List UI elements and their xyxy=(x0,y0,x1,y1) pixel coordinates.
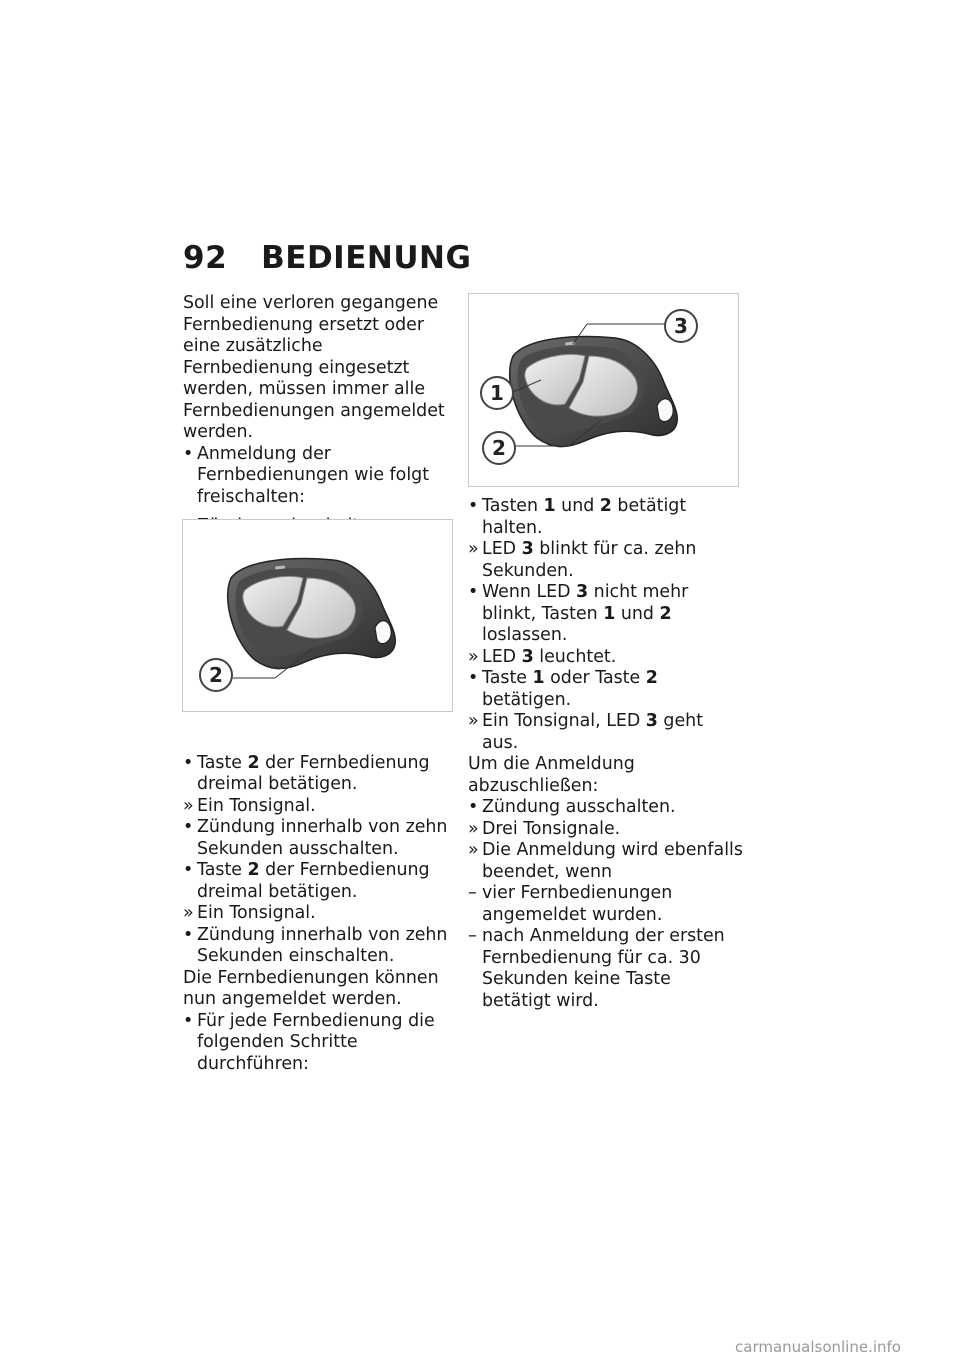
key-fob-illustration xyxy=(469,294,738,486)
page-header xyxy=(183,240,471,276)
condition-marker: – xyxy=(468,883,477,903)
bullet-marker: • xyxy=(468,668,479,688)
callout-3-label: 3 xyxy=(674,314,688,338)
fob-ring-hole xyxy=(657,399,673,422)
list-item: » LED 3 leuchtet. xyxy=(468,646,617,667)
bullet-marker: • xyxy=(183,1010,194,1031)
result-marker: » xyxy=(183,795,194,816)
callout-1-label: 1 xyxy=(490,381,504,405)
list-item: • Anmeldung der Fernbedienungen wie folgt freischalten: xyxy=(183,443,430,507)
list-item: » Ein Tonsignal, LED 3 geht aus. xyxy=(468,711,704,753)
bullet-marker: • xyxy=(468,797,479,817)
footer-watermark: carmanualsonline.info xyxy=(735,1338,901,1356)
result-marker: » xyxy=(183,903,194,923)
list-item: • Zündung innerhalb von zehn Sekunden einschalten. xyxy=(183,924,448,966)
fob-ring-hole xyxy=(375,621,391,644)
list-item: » Ein Tonsignal. xyxy=(183,795,316,816)
bullet-marker: • xyxy=(183,860,194,880)
bullet-marker: • xyxy=(183,752,194,773)
bullet-marker: • xyxy=(183,443,194,464)
list-item: » Ein Tonsignal. xyxy=(183,903,316,923)
list-item: • Zündung ausschalten. xyxy=(468,797,676,817)
result-marker: » xyxy=(468,646,479,667)
intro-paragraph: Soll eine verloren gegangene Fernbedienung ersetzt oder eine zusätzliche Fernbedienung eingesetzt werden, müssen immer alle Fernbedienungen angemeldet werden. xyxy=(183,293,445,442)
key-fob-figure-right xyxy=(468,293,739,487)
list-item: – vier Fernbedienungen angemeldet wurden. xyxy=(468,883,673,925)
result-marker: » xyxy=(468,818,479,839)
right-column xyxy=(468,496,744,1012)
list-item: • Für jede Fernbedienung die folgenden Schritte durchführen: xyxy=(183,1010,435,1074)
list-item: • Taste 2 der Fernbedienung dreimal betätigen. xyxy=(183,752,430,794)
key-fob-illustration xyxy=(183,520,452,711)
list-item: » LED 3 blinkt für ca. zehn Sekunden. xyxy=(468,539,697,581)
bullet-marker: • xyxy=(183,817,194,837)
note-paragraph: Die Fernbedienungen können nun angemeldet werden. xyxy=(183,967,439,1009)
result-marker: » xyxy=(468,711,479,731)
section-subheading: Um die Anmeldung abzuschließen: xyxy=(468,754,635,796)
page-title: BEDIENUNG xyxy=(261,240,472,276)
list-item: • Taste 1 oder Taste 2 betätigen. xyxy=(468,668,658,710)
list-item: » Die Anmeldung wird ebenfalls beendet, wenn xyxy=(468,840,743,882)
bullet-marker: • xyxy=(468,496,479,516)
result-marker: » xyxy=(468,539,479,559)
bullet-marker: • xyxy=(468,582,479,602)
list-item: • Wenn LED 3 nicht mehr blinkt, Tasten 1 und 2 loslassen. xyxy=(468,582,689,645)
list-item: • Taste 2 der Fernbedienung dreimal betätigen. xyxy=(183,860,430,902)
list-item: – nach Anmeldung der ersten Fernbedienung für ca. 30 Sekunden keine Taste betätigt wird. xyxy=(468,926,725,1011)
result-marker: » xyxy=(468,840,479,860)
callout-2-label: 2 xyxy=(492,436,506,460)
condition-marker: – xyxy=(468,926,477,946)
callout-2-label: 2 xyxy=(209,663,223,687)
list-item: • Zündung innerhalb von zehn Sekunden ausschalten. xyxy=(183,817,448,859)
page-number: 92 xyxy=(183,240,228,276)
list-item: » Drei Tonsignale. xyxy=(468,818,621,839)
bullet-marker: • xyxy=(183,924,194,945)
key-fob-figure-left xyxy=(182,519,453,712)
list-item: • Tasten 1 und 2 betätigt halten. xyxy=(468,496,687,538)
